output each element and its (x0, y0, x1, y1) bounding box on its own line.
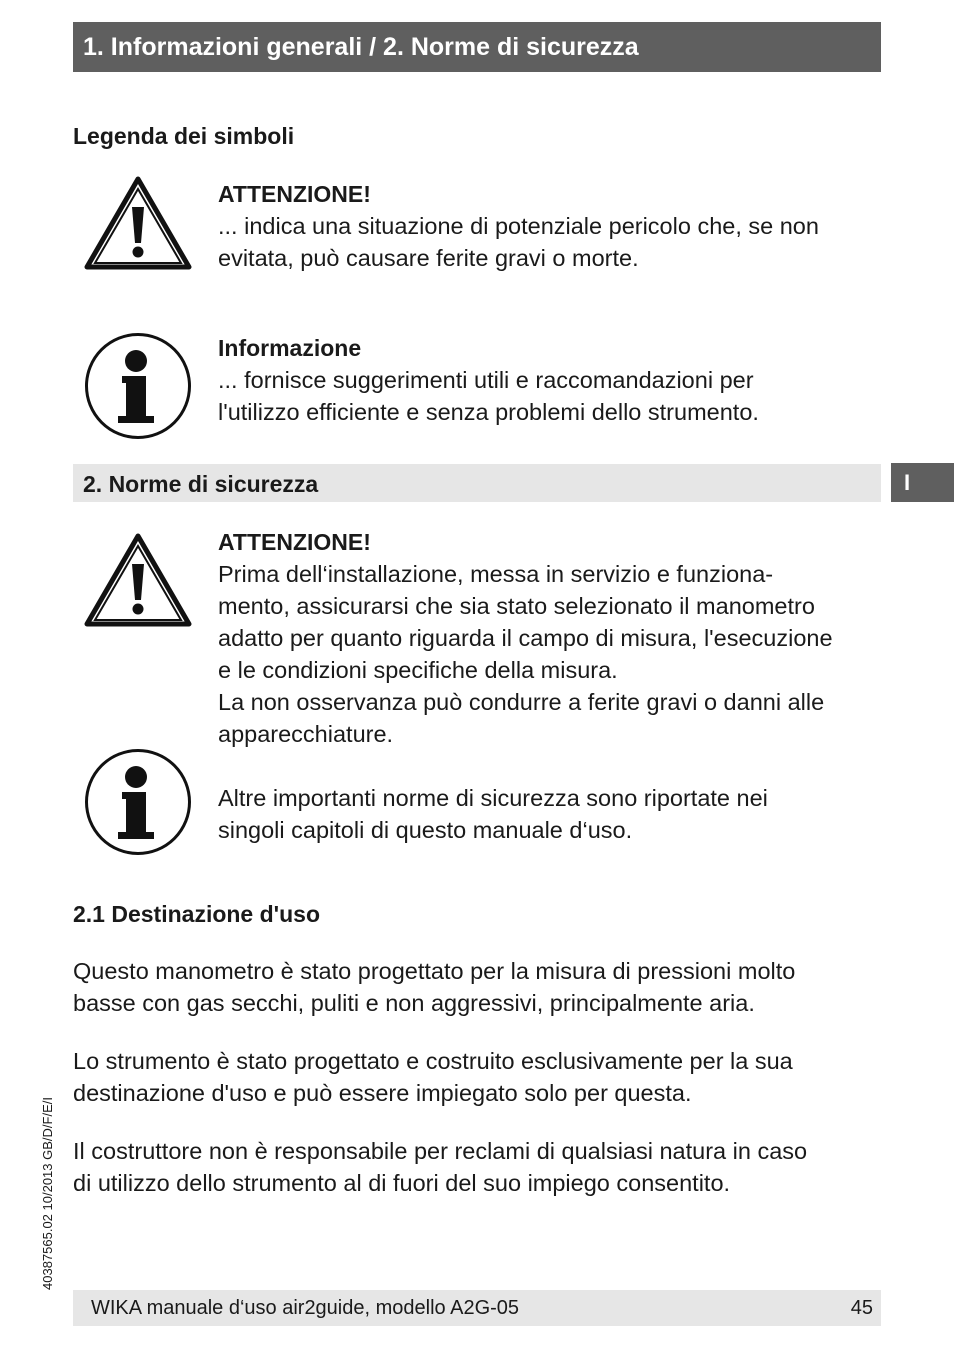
text-line: evitata, può causare ferite gravi o morte. (218, 245, 639, 271)
text-line: Altre importanti norme di sicurezza sono riportate nei (218, 785, 768, 811)
chapter-title: 1. Informazioni generali / 2. Norme di sicurezza (83, 33, 639, 61)
text-line: ... fornisce suggerimenti utili e raccomandazioni per (218, 367, 754, 393)
safety-info-text (218, 782, 768, 846)
text-line: apparecchiature. (218, 721, 394, 747)
text-line: di utilizzo dello strumento al di fuori del suo impiego consentito. (73, 1170, 731, 1196)
warning-triangle-icon (83, 175, 193, 271)
safety-warning-text (218, 558, 833, 750)
text-line: destinazione d'uso e può essere impiegato solo per questa. (73, 1080, 692, 1106)
intended-use-paragraph (73, 1135, 807, 1199)
section-heading-bar (73, 464, 881, 502)
text-line: e le condizioni specifiche della misura. (218, 657, 618, 683)
intended-use-heading: 2.1 Destinazione d'uso (73, 901, 321, 927)
legend-warning-text (218, 210, 819, 274)
text-line: Prima dell‘installazione, messa in servizio e funziona- (218, 561, 774, 587)
text-line: mento, assicurarsi che sia stato selezionato il manometro (218, 593, 815, 619)
legend-warning-title: ATTENZIONE! (218, 181, 371, 207)
legend-heading: Legenda dei simboli (73, 123, 295, 149)
information-icon (84, 748, 192, 856)
section-title: 2. Norme di sicurezza (83, 471, 319, 497)
chapter-header (73, 22, 881, 72)
text-line: Il costruttore non è responsabile per reclami di qualsiasi natura in caso (73, 1138, 808, 1164)
text-line: ... indica una situazione di potenziale pericolo che, se non (218, 213, 819, 239)
text-line: basse con gas secchi, puliti e non aggressivi, principalmente aria. (73, 990, 755, 1016)
page-number: 45 (850, 1297, 873, 1319)
text-line: Questo manometro è stato progettato per la misura di pressioni molto (73, 958, 796, 984)
intended-use-paragraph (73, 1045, 793, 1109)
warning-triangle-icon (83, 532, 193, 628)
language-tab-label: I (904, 470, 911, 495)
intended-use-paragraph (73, 955, 795, 1019)
legend-info-title: Informazione (218, 335, 362, 361)
legend-info-text (218, 364, 759, 428)
document-code: 40387565.02 10/2013 GB/D/F/E/I (40, 1097, 55, 1290)
page-footer (73, 1290, 881, 1326)
text-line: La non osservanza può condurre a ferite gravi o danni alle (218, 689, 825, 715)
text-line: adatto per quanto riguarda il campo di misura, l'esecuzione (218, 625, 833, 651)
text-line: Lo strumento è stato progettato e costruito esclusivamente per la sua (73, 1048, 793, 1074)
safety-warning-title: ATTENZIONE! (218, 529, 371, 555)
language-tab (891, 463, 954, 502)
text-line: l'utilizzo efficiente e senza problemi dello strumento. (218, 399, 759, 425)
footer-text: WIKA manuale d‘uso air2guide, modello A2G-05 (91, 1297, 520, 1319)
text-line: singoli capitoli di questo manuale d‘uso. (218, 817, 633, 843)
information-icon (84, 332, 192, 440)
